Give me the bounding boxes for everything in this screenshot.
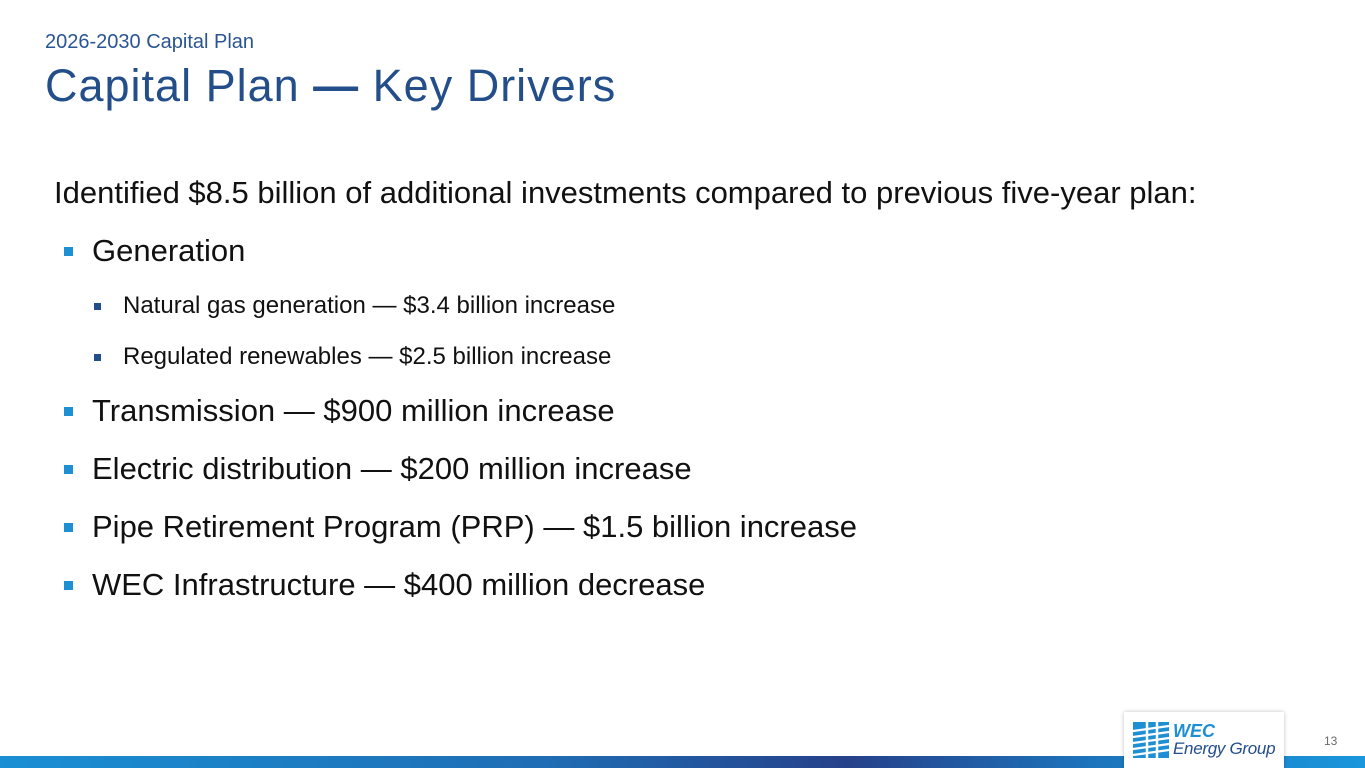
- bullet-marker: [64, 407, 73, 416]
- bullet-wec-infrastructure: [64, 567, 705, 603]
- bullet-marker: [64, 581, 73, 590]
- bullet-generation: [64, 233, 245, 269]
- wec-logo-icon: [1133, 722, 1169, 758]
- title-part-2: Key Drivers: [359, 60, 617, 111]
- bullet-text: WEC Infrastructure — $400 million decrease: [92, 567, 706, 602]
- logo-wordmark-line-2: Energy Group: [1173, 739, 1276, 758]
- bullet-text: Pipe Retirement Program (PRP) — $1.5 billion increase: [92, 509, 857, 544]
- sub-bullet-natural-gas: [94, 292, 615, 320]
- bullet-marker: [94, 354, 101, 361]
- bullet-transmission: [64, 393, 615, 429]
- page-number: 13: [1324, 734, 1338, 748]
- bullet-text: Generation: [92, 233, 246, 268]
- bullet-marker: [64, 465, 73, 474]
- bullet-marker: [64, 247, 73, 256]
- title-part-1: Capital Plan: [45, 60, 314, 111]
- bullet-text: Natural gas generation — $3.4 billion increase: [123, 292, 616, 319]
- bullet-text: Transmission — $900 million increase: [92, 393, 615, 428]
- bullet-prp: [64, 509, 857, 545]
- intro-text: Identified $8.5 billion of additional investments compared to previous five-year plan:: [54, 175, 1197, 210]
- bullet-marker: [64, 523, 73, 532]
- logo-wordmark: [1173, 723, 1275, 757]
- section-kicker: 2026-2030 Capital Plan: [45, 31, 255, 53]
- page-title: [45, 60, 616, 112]
- company-logo: [1124, 712, 1284, 768]
- bullet-text: Regulated renewables — $2.5 billion increase: [123, 343, 612, 370]
- bullet-marker: [94, 303, 101, 310]
- title-dash: —: [313, 60, 360, 111]
- bullet-electric-distribution: [64, 451, 692, 487]
- logo-wordmark-line-1: WEC: [1173, 721, 1215, 741]
- sub-bullet-renewables: [94, 343, 611, 371]
- bullet-text: Electric distribution — $200 million increase: [92, 451, 692, 486]
